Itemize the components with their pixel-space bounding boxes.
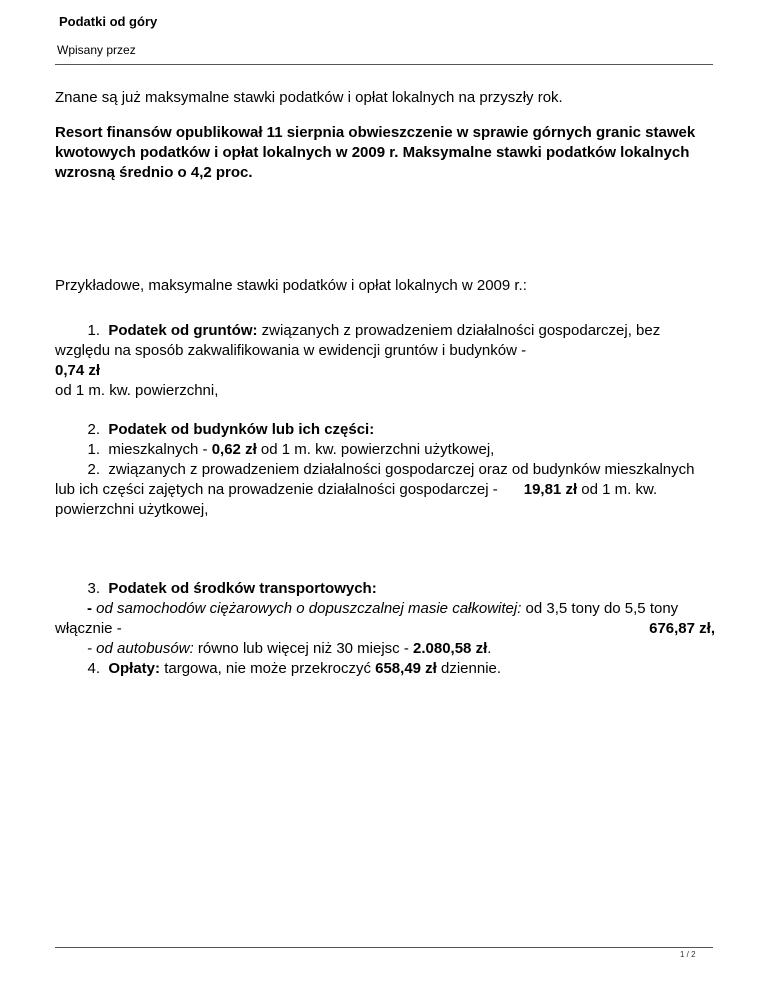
page-number: 1 / 2 xyxy=(680,950,696,959)
header-divider xyxy=(55,64,713,65)
examples-heading: Przykładowe, maksymalne stawki podatków i opłat lokalnych w 2009 r.: xyxy=(55,277,527,294)
item-title: Podatek od środków transportowych: xyxy=(108,580,377,597)
sublist-number: 1. xyxy=(87,441,100,458)
author-line: Wpisany przez xyxy=(57,43,136,57)
vehicle-category: od samochodów ciężarowych o dopuszczalnej masie całkowitej: xyxy=(96,600,522,617)
dash: - xyxy=(87,600,97,617)
footer-divider xyxy=(55,947,713,948)
sub-item-text: związanych z prowadzeniem działalności gospodarczej oraz od budynków mieszkalnych lub ich części zajętych na prowadzenie działalności gospodarczej - xyxy=(55,461,695,498)
list-item-3 xyxy=(55,579,715,659)
lead-paragraph: Resort finansów opublikował 11 sierpnia obwieszczenie w sprawie górnych granic stawek kwotowych podatków i opłat lokalnych w 2009 r. Maksymalne stawki podatków lokalnych wzrosną średnio o 4,2 proc. xyxy=(55,124,696,181)
list-number: 3. xyxy=(87,580,100,597)
sublist-number: 2. xyxy=(87,461,100,478)
sub-item-text: mieszkalnych - xyxy=(108,441,212,458)
vehicle-category: - od autobusów: xyxy=(87,640,194,657)
item-amount: 658,49 zł xyxy=(375,660,437,677)
vehicle-amount: 2.080,58 zł xyxy=(413,640,488,657)
list-item-4 xyxy=(55,659,715,679)
intro-paragraph: Znane są już maksymalne stawki podatków i opłat lokalnych na przyszły rok. xyxy=(55,89,563,106)
item-title: Opłaty: xyxy=(108,660,161,677)
item-text: dziennie. xyxy=(436,660,502,677)
item-unit: od 1 m. kw. powierzchni, xyxy=(55,382,219,399)
sub-item-amount: 0,62 zł xyxy=(211,441,257,458)
list-number: 1. xyxy=(87,322,100,339)
article-title: Podatki od góry xyxy=(59,14,158,29)
list-number: 4. xyxy=(87,660,100,677)
list-number: 2. xyxy=(87,421,100,438)
punctuation: . xyxy=(487,640,492,657)
sub-item-amount: 19,81 zł xyxy=(523,481,578,498)
vehicle-text: od 3,5 tony do 5,5 tony włącznie - xyxy=(55,600,679,637)
vehicle-text: równo lub więcej niż 30 miejsc - xyxy=(193,640,414,657)
item-text: targowa, nie może przekroczyć xyxy=(160,660,376,677)
item-title: Podatek od budynków lub ich części: xyxy=(108,421,375,438)
list-item-1 xyxy=(55,321,715,401)
article-body xyxy=(55,88,715,679)
sub-item-text: od 1 m. kw. powierzchni użytkowej, xyxy=(55,481,658,518)
item-text: związanych z prowadzeniem działalności gospodarczej, bez względu na sposób zakwalifikowania w ewidencji gruntów i budynków - xyxy=(55,322,661,359)
sub-item-text: od 1 m. kw. powierzchni użytkowej, xyxy=(256,441,495,458)
item-amount: 0,74 zł xyxy=(55,362,101,379)
item-title: Podatek od gruntów: xyxy=(108,322,258,339)
list-item-2 xyxy=(55,420,715,520)
vehicle-amount: 676,87 zł, xyxy=(649,620,715,637)
